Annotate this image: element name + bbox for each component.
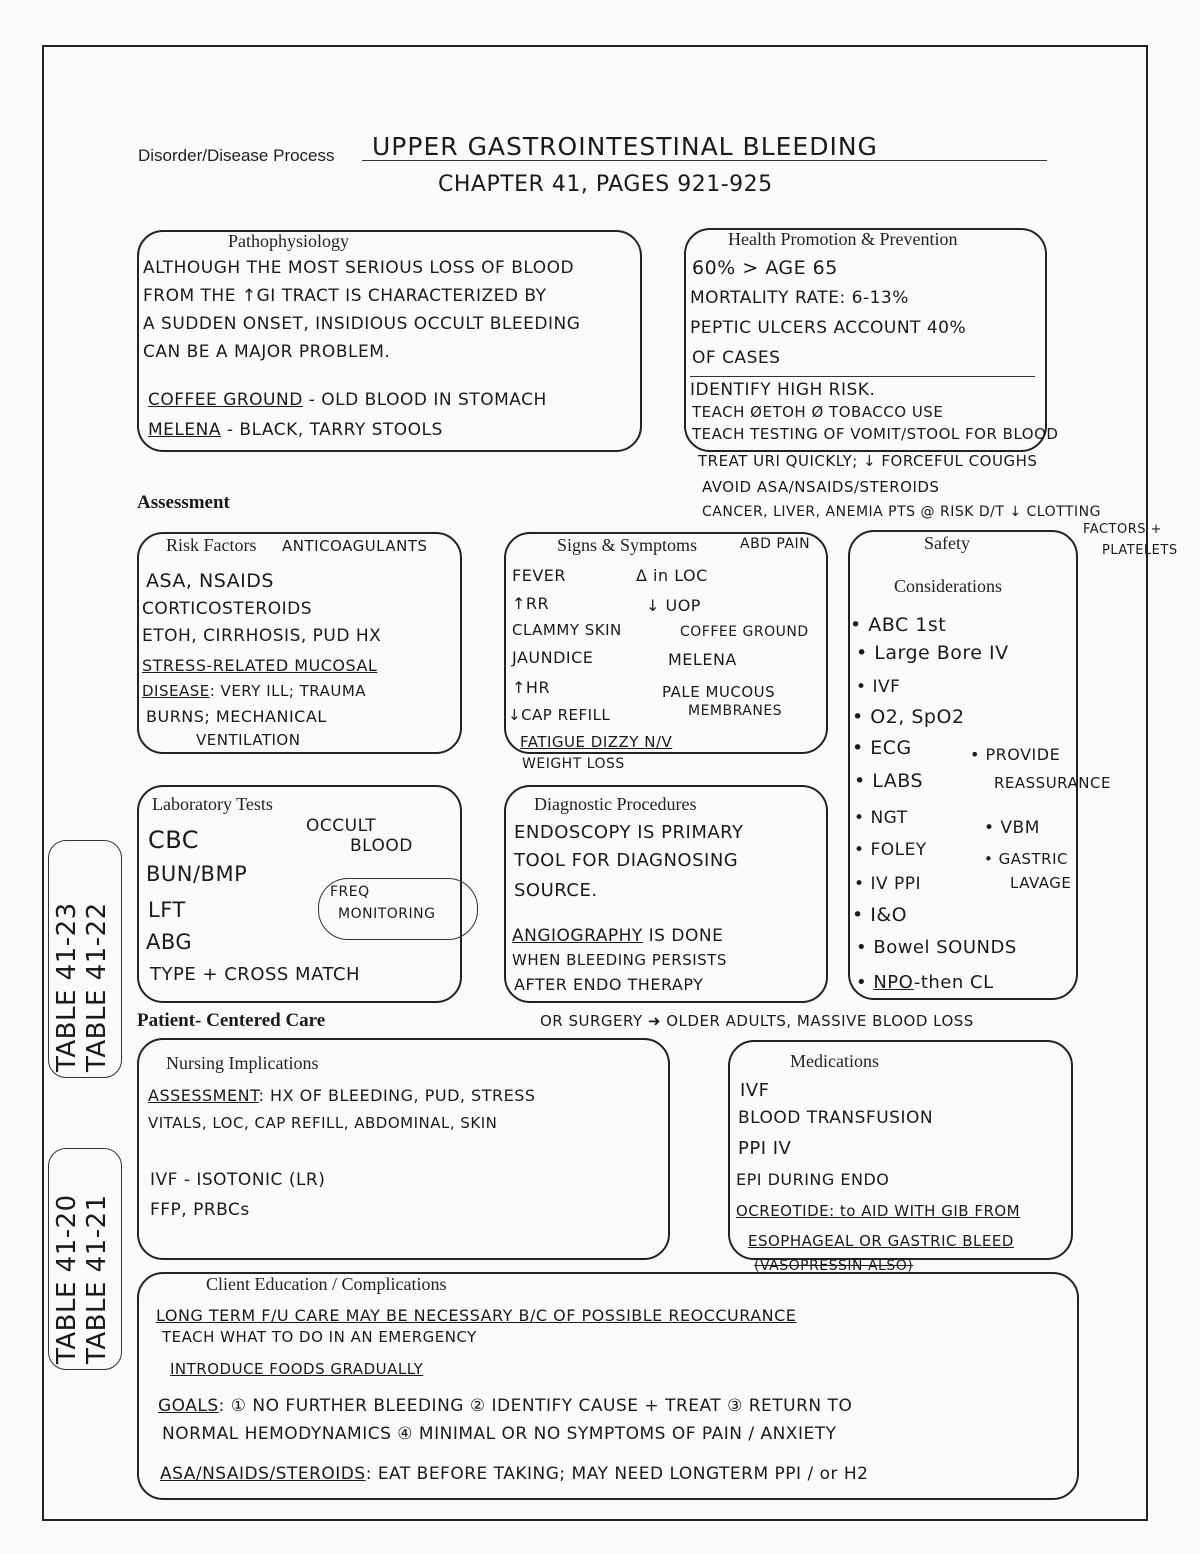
coffee-ground-note (148, 390, 547, 410)
client-line: INTRODUCE FOODS GRADUALLY (170, 1360, 424, 1378)
nursing-assess-rest: : HX OF BLEEDING, PUD, STRESS (258, 1086, 536, 1105)
safety-item: • NGT (854, 808, 908, 828)
side-tab-text: TABLE 41-23 (52, 902, 82, 1072)
diag-angio (512, 926, 723, 946)
safety-item-text: ECG (870, 737, 912, 759)
sign-item: ↑RR (512, 594, 550, 613)
med-vasopressin: (VASOPRESSIN ALSO) (754, 1258, 914, 1274)
safety-item-text: NGT (870, 808, 908, 828)
risk-disease (142, 682, 366, 700)
risk-line: CORTICOSTEROIDS (142, 599, 312, 619)
safety-item: • Large Bore IV (856, 642, 1009, 664)
health-line: AVOID ASA/NSAIDS/STEROIDS (702, 478, 940, 496)
nursing-assess-term: ASSESSMENT (148, 1086, 259, 1105)
safety-item: • Bowel SOUNDS (856, 937, 1017, 958)
lab-item: TYPE + CROSS MATCH (150, 964, 361, 985)
health-line: MORTALITY RATE: 6-13% (690, 288, 909, 308)
nursing-line: FFP, PRBCs (150, 1200, 250, 1220)
patient-centered-heading: Patient- Centered Care (137, 1010, 326, 1031)
health-line: OF CASES (692, 348, 781, 368)
health-line: CANCER, LIVER, ANEMIA PTS @ RISK D/T ↓ CLOTTING (702, 504, 1101, 520)
nursing-assessment (148, 1086, 536, 1105)
sign-item: ↓ UOP (646, 596, 701, 615)
sign-item: MELENA (668, 650, 737, 669)
lab-item: LFT (148, 898, 186, 922)
coffee-ground-term: COFFEE GROUND (148, 390, 303, 410)
chapter-ref: CHAPTER 41, PAGES 921-925 (438, 172, 773, 197)
patho-line: FROM THE ↑GI TRACT IS CHARACTERIZED BY (143, 286, 547, 306)
safety-item-text: IVF (872, 677, 901, 697)
safety-item-text: FOLEY (870, 840, 927, 860)
sign-item: COFFEE GROUND (680, 624, 809, 640)
safety-item: • ECG (852, 737, 912, 759)
med-item: BLOOD TRANSFUSION (738, 1108, 934, 1128)
side-tab-text: TABLE 41-21 (82, 1194, 112, 1364)
nursing-line: IVF - ISOTONIC (LR) (150, 1170, 326, 1190)
risk-line: BURNS; MECHANICAL (146, 707, 327, 726)
safety-item-text: Large Bore IV (874, 642, 1009, 664)
pathophysiology-label: Pathophysiology (228, 231, 350, 251)
health-divider (690, 376, 1035, 377)
sign-item: MEMBRANES (688, 703, 783, 719)
nursing-label: Nursing Implications (166, 1053, 319, 1073)
lab-occult: BLOOD (350, 836, 413, 856)
process-label: Disorder/Disease Process (138, 146, 335, 165)
lab-item: CBC (148, 826, 200, 854)
health-line: TREAT URI QUICKLY; ↓ FORCEFUL COUGHS (698, 452, 1038, 470)
sign-weight-loss: WEIGHT LOSS (522, 756, 625, 772)
safety-item-text: Bowel SOUNDS (873, 937, 1017, 958)
sign-item: FEVER (512, 566, 566, 585)
sign-item: ↓CAP REFILL (508, 706, 611, 724)
safety-item: • O2, SpO2 (852, 706, 965, 728)
safety-item: • FOLEY (854, 840, 927, 860)
safety-npo-term: NPO (873, 972, 914, 993)
risk-line: ETOH, CIRRHOSIS, PUD HX (142, 626, 382, 646)
sign-item: ↑HR (512, 678, 551, 697)
safety-sub-label: Considerations (894, 576, 1002, 596)
freq-text: FREQ (330, 884, 370, 900)
safety-item-text: ABC 1st (868, 614, 947, 636)
safety-item-text: LABS (872, 770, 924, 792)
client-goals-rest: : ① NO FURTHER BLEEDING ② IDENTIFY CAUSE + TREAT ③ RETURN TO (218, 1396, 853, 1416)
diag-line: WHEN BLEEDING PERSISTS (512, 951, 727, 969)
lab-occult: OCCULT (306, 816, 377, 836)
patho-line: ALTHOUGH THE MOST SERIOUS LOSS OF BLOOD (143, 258, 575, 278)
risk-stress: STRESS-RELATED MUCOSAL (142, 656, 378, 675)
safety-item-text: I&O (870, 904, 908, 926)
diag-angio-rest: IS DONE (642, 926, 724, 946)
risk-line: ASA, NSAIDS (146, 570, 274, 592)
client-asa (160, 1464, 869, 1484)
health-line: IDENTIFY HIGH RISK. (690, 380, 876, 400)
lab-item: ABG (146, 930, 193, 954)
health-extra: PLATELETS (1102, 543, 1178, 558)
safety-box (848, 530, 1078, 1000)
coffee-ground-def: - OLD BLOOD IN STOMACH (302, 390, 547, 410)
health-line: 60% > AGE 65 (692, 257, 838, 279)
health-promotion-label: Health Promotion & Prevention (728, 229, 958, 249)
signs-abd-pain: ABD PAIN (740, 536, 811, 552)
sign-item: Δ in LOC (636, 566, 708, 585)
side-tab-text: TABLE 41-22 (82, 902, 112, 1072)
client-line: LONG TERM F/U CARE MAY BE NECESSARY B/C OF POSSIBLE REOCCURANCE (156, 1306, 797, 1325)
lab-tests-label: Laboratory Tests (152, 794, 273, 814)
diag-line: SOURCE. (514, 880, 598, 901)
safety-item: • LABS (854, 770, 924, 792)
diag-angio-term: ANGIOGRAPHY (512, 926, 643, 946)
diag-line: AFTER ENDO THERAPY (514, 975, 704, 994)
med-item: IVF (740, 1080, 770, 1101)
med-item: PPI IV (738, 1138, 792, 1159)
safety-right-item: LAVAGE (1010, 874, 1072, 892)
safety-npo: • NPO-then CL (856, 972, 994, 993)
safety-item-text: O2, SpO2 (870, 706, 965, 728)
risk-line: VENTILATION (196, 731, 301, 749)
nursing-line: VITALS, LOC, CAP REFILL, ABDOMINAL, SKIN (148, 1114, 498, 1132)
risk-factors-label: Risk Factors (166, 535, 257, 555)
safety-right-item: • GASTRIC (984, 850, 1069, 868)
safety-right-item: • PROVIDE (970, 745, 1061, 764)
assessment-heading: Assessment (137, 492, 230, 513)
safety-item-text: IV PPI (870, 874, 922, 894)
safety-item: • IV PPI (854, 874, 922, 894)
diagnostic-label: Diagnostic Procedures (534, 794, 697, 814)
health-extra: FACTORS + (1083, 522, 1163, 537)
sign-item: PALE MUCOUS (662, 683, 776, 701)
diag-line: TOOL FOR DIAGNOSING (514, 850, 739, 871)
safety-item: • I&O (852, 904, 908, 926)
lab-item: BUN/BMP (146, 862, 248, 886)
sign-item: CLAMMY SKIN (512, 621, 622, 639)
health-line: TEACH ØETOH Ø TOBACCO USE (692, 403, 944, 421)
safety-npo-rest: -then CL (913, 972, 994, 993)
medications-label: Medications (790, 1051, 879, 1071)
health-line: TEACH TESTING OF VOMIT/STOOL FOR BLOOD (692, 425, 1059, 443)
safety-label: Safety (924, 533, 970, 553)
risk-disease-rest: : VERY ILL; TRAUMA (209, 682, 367, 700)
title-underline (362, 160, 1047, 161)
signs-symptoms-label: Signs & Symptoms (557, 535, 698, 555)
client-asa-rest: : EAT BEFORE TAKING; MAY NEED LONGTERM PPI / or H2 (365, 1464, 869, 1484)
sign-fatigue: FATIGUE DIZZY N/V (520, 733, 673, 751)
safety-right-item: REASSURANCE (994, 774, 1111, 792)
client-asa-term: ASA/NSAIDS/STEROIDS (160, 1464, 366, 1484)
client-line: NORMAL HEMODYNAMICS ④ MINIMAL OR NO SYMPTOMS OF PAIN / ANXIETY (162, 1424, 837, 1444)
diag-line: ENDOSCOPY IS PRIMARY (514, 822, 744, 843)
melena-note (148, 420, 443, 440)
risk-disease-term: DISEASE (142, 682, 210, 700)
diag-below: OR SURGERY ➜ OLDER ADULTS, MASSIVE BLOOD LOSS (540, 1012, 974, 1030)
safety-right-item: • VBM (984, 818, 1040, 838)
client-line: TEACH WHAT TO DO IN AN EMERGENCY (162, 1328, 477, 1346)
health-line: PEPTIC ULCERS ACCOUNT 40% (690, 318, 967, 338)
melena-def: - BLACK, TARRY STOOLS (220, 420, 443, 440)
med-esophageal: ESOPHAGEAL OR GASTRIC BLEED (748, 1232, 1014, 1250)
med-octreotide: OCREOTIDE: to AID WITH GIB FROM (736, 1202, 1021, 1220)
page-title: UPPER GASTROINTESTINAL BLEEDING (372, 132, 878, 161)
risk-anticoagulants: ANTICOAGULANTS (282, 537, 428, 555)
patho-line: A SUDDEN ONSET, INSIDIOUS OCCULT BLEEDING (143, 314, 581, 334)
med-item: EPI DURING ENDO (736, 1170, 890, 1189)
client-goals-term: GOALS (158, 1396, 219, 1416)
client-education-label: Client Education / Complications (206, 1274, 447, 1294)
sign-item: JAUNDICE (512, 648, 594, 667)
safety-item: • ABC 1st (850, 614, 947, 636)
side-tab-text: TABLE 41-20 (52, 1194, 82, 1364)
melena-term: MELENA (148, 420, 221, 440)
patho-line: CAN BE A MAJOR PROBLEM. (143, 342, 391, 362)
client-goals (158, 1396, 852, 1416)
safety-item: • IVF (856, 677, 901, 697)
freq-text: MONITORING (338, 906, 436, 922)
